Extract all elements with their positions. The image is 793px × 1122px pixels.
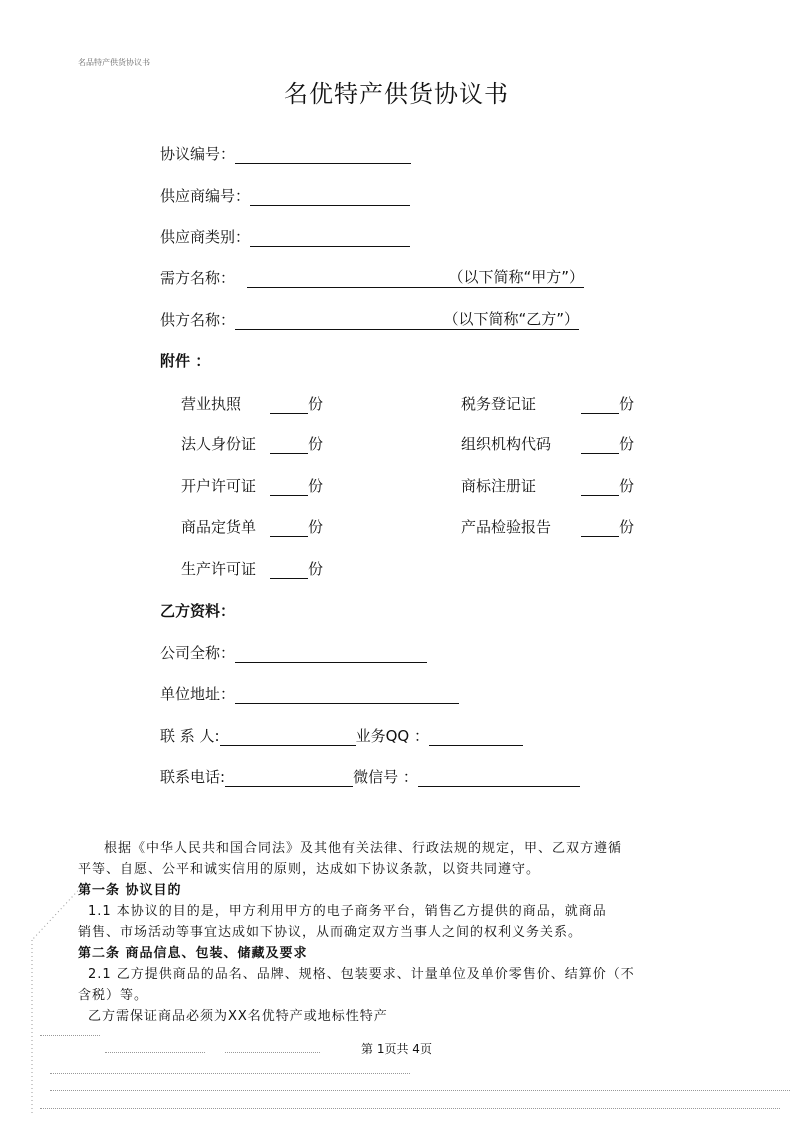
contact-blank[interactable] bbox=[220, 730, 356, 746]
contact-label: 联 系 人: bbox=[160, 727, 220, 745]
article-1-1-line-1: 1.1 本协议的目的是，甲方利用甲方的电子商务平台，销售乙方提供的商品，就商品 bbox=[88, 904, 607, 919]
attachment-item bbox=[181, 393, 241, 414]
phone-blank[interactable] bbox=[225, 771, 353, 787]
attachment-count: 份 bbox=[581, 516, 634, 537]
attachment-count: 份 bbox=[270, 475, 323, 496]
address-row bbox=[160, 683, 459, 704]
address-blank[interactable] bbox=[235, 688, 459, 704]
attachments-heading: 附件 ： bbox=[160, 352, 211, 370]
article-1-title: 第一条 协议目的 bbox=[78, 883, 182, 898]
attachment-label: 生产许可证 bbox=[181, 560, 257, 578]
article-2-1-line-1: 2.1 乙方提供商品的品名、品牌、规格、包装要求、计量单位及单价零售价、结算价（不 bbox=[88, 967, 635, 982]
attachment-label: 税务登记证 bbox=[461, 395, 537, 413]
supplier-name-row bbox=[160, 309, 579, 330]
buyer-name-blank[interactable] bbox=[247, 268, 585, 288]
attachment-label: 营业执照 bbox=[181, 395, 242, 413]
phone-row bbox=[160, 766, 580, 787]
contact-row bbox=[160, 725, 523, 746]
supplier-no-blank[interactable] bbox=[250, 190, 410, 206]
company-row bbox=[160, 642, 427, 663]
wechat-blank[interactable] bbox=[418, 771, 580, 787]
agreement-no-label: 协议编号： bbox=[160, 145, 236, 163]
supplier-alias: （以下简称“乙方”） bbox=[443, 310, 580, 328]
phone-label: 联系电话: bbox=[160, 768, 226, 786]
attachment-label: 组织机构代码 bbox=[461, 435, 552, 453]
qq-label: 业务QQ ： bbox=[355, 727, 429, 745]
wechat-label: 微信号 ： bbox=[353, 768, 418, 786]
supplier-name-label: 供方名称： bbox=[160, 311, 236, 329]
attachment-label: 商品定货单 bbox=[181, 518, 257, 536]
article-1-1-line-2: 销售、市场活动等事宜达成如下协议，从而确定双方当事人之间的权利义务关系。 bbox=[78, 925, 583, 940]
supplier-no-label: 供应商编号： bbox=[160, 187, 251, 205]
page-footer: 第 1页共 4页 bbox=[361, 1042, 432, 1056]
article-2-1-line-2: 含税）等。 bbox=[78, 988, 149, 1003]
company-blank[interactable] bbox=[235, 647, 427, 663]
attachment-count: 份 bbox=[581, 393, 634, 414]
attachment-count: 份 bbox=[270, 433, 323, 454]
article-2-title: 第二条 商品信息、包装、储藏及要求 bbox=[78, 946, 308, 961]
company-label: 公司全称： bbox=[160, 644, 236, 662]
attachment-item bbox=[181, 558, 256, 579]
header-note: 名品特产供货协议书 bbox=[78, 58, 150, 67]
address-label: 单位地址： bbox=[160, 685, 236, 703]
attachment-item bbox=[461, 516, 551, 537]
intro-line-2: 平等、自愿、公平和诚实信用的原则，达成如下协议条款，以资共同遵守。 bbox=[78, 862, 541, 877]
intro-line-1: 根据《中华人民共和国合同法》及其他有关法律、行政法规的规定，甲、乙双方遵循 bbox=[104, 841, 623, 856]
attachment-label: 法人身份证 bbox=[181, 435, 257, 453]
supplier-no-row bbox=[160, 185, 410, 206]
attachment-item bbox=[461, 393, 536, 414]
attachment-item bbox=[461, 433, 551, 454]
document-title: 名优特产供货协议书 bbox=[284, 80, 509, 108]
supplier-type-blank[interactable] bbox=[250, 231, 410, 247]
dotted-guide-diagonal bbox=[28, 880, 88, 1120]
buyer-name-label: 需方名称： bbox=[160, 269, 236, 287]
attachment-label: 商标注册证 bbox=[461, 477, 537, 495]
attachment-count: 份 bbox=[581, 475, 634, 496]
party-b-heading: 乙方资料： bbox=[160, 602, 236, 620]
buyer-name-row bbox=[160, 267, 584, 288]
dotted-guide bbox=[50, 1073, 410, 1074]
attachment-item bbox=[181, 516, 256, 537]
dotted-guide bbox=[50, 1090, 790, 1091]
attachment-label: 产品检验报告 bbox=[461, 518, 552, 536]
attachment-count: 份 bbox=[270, 393, 323, 414]
qq-blank[interactable] bbox=[429, 730, 523, 746]
dotted-guide bbox=[40, 1108, 780, 1109]
agreement-no-blank[interactable] bbox=[235, 148, 411, 164]
attachment-label: 开户许可证 bbox=[181, 477, 257, 495]
attachment-item bbox=[181, 475, 256, 496]
agreement-no-row bbox=[160, 143, 411, 164]
buyer-alias: （以下简称“甲方”） bbox=[448, 268, 585, 286]
attachment-item bbox=[181, 433, 256, 454]
supplier-name-blank[interactable] bbox=[235, 310, 580, 330]
attachment-count: 份 bbox=[270, 558, 323, 579]
article-2-2: 乙方需保证商品必须为XX名优特产或地标性特产 bbox=[88, 1009, 388, 1024]
attachment-item bbox=[461, 475, 536, 496]
supplier-type-row bbox=[160, 226, 410, 247]
attachment-count: 份 bbox=[270, 516, 323, 537]
attachment-count: 份 bbox=[581, 433, 634, 454]
supplier-type-label: 供应商类别： bbox=[160, 228, 251, 246]
